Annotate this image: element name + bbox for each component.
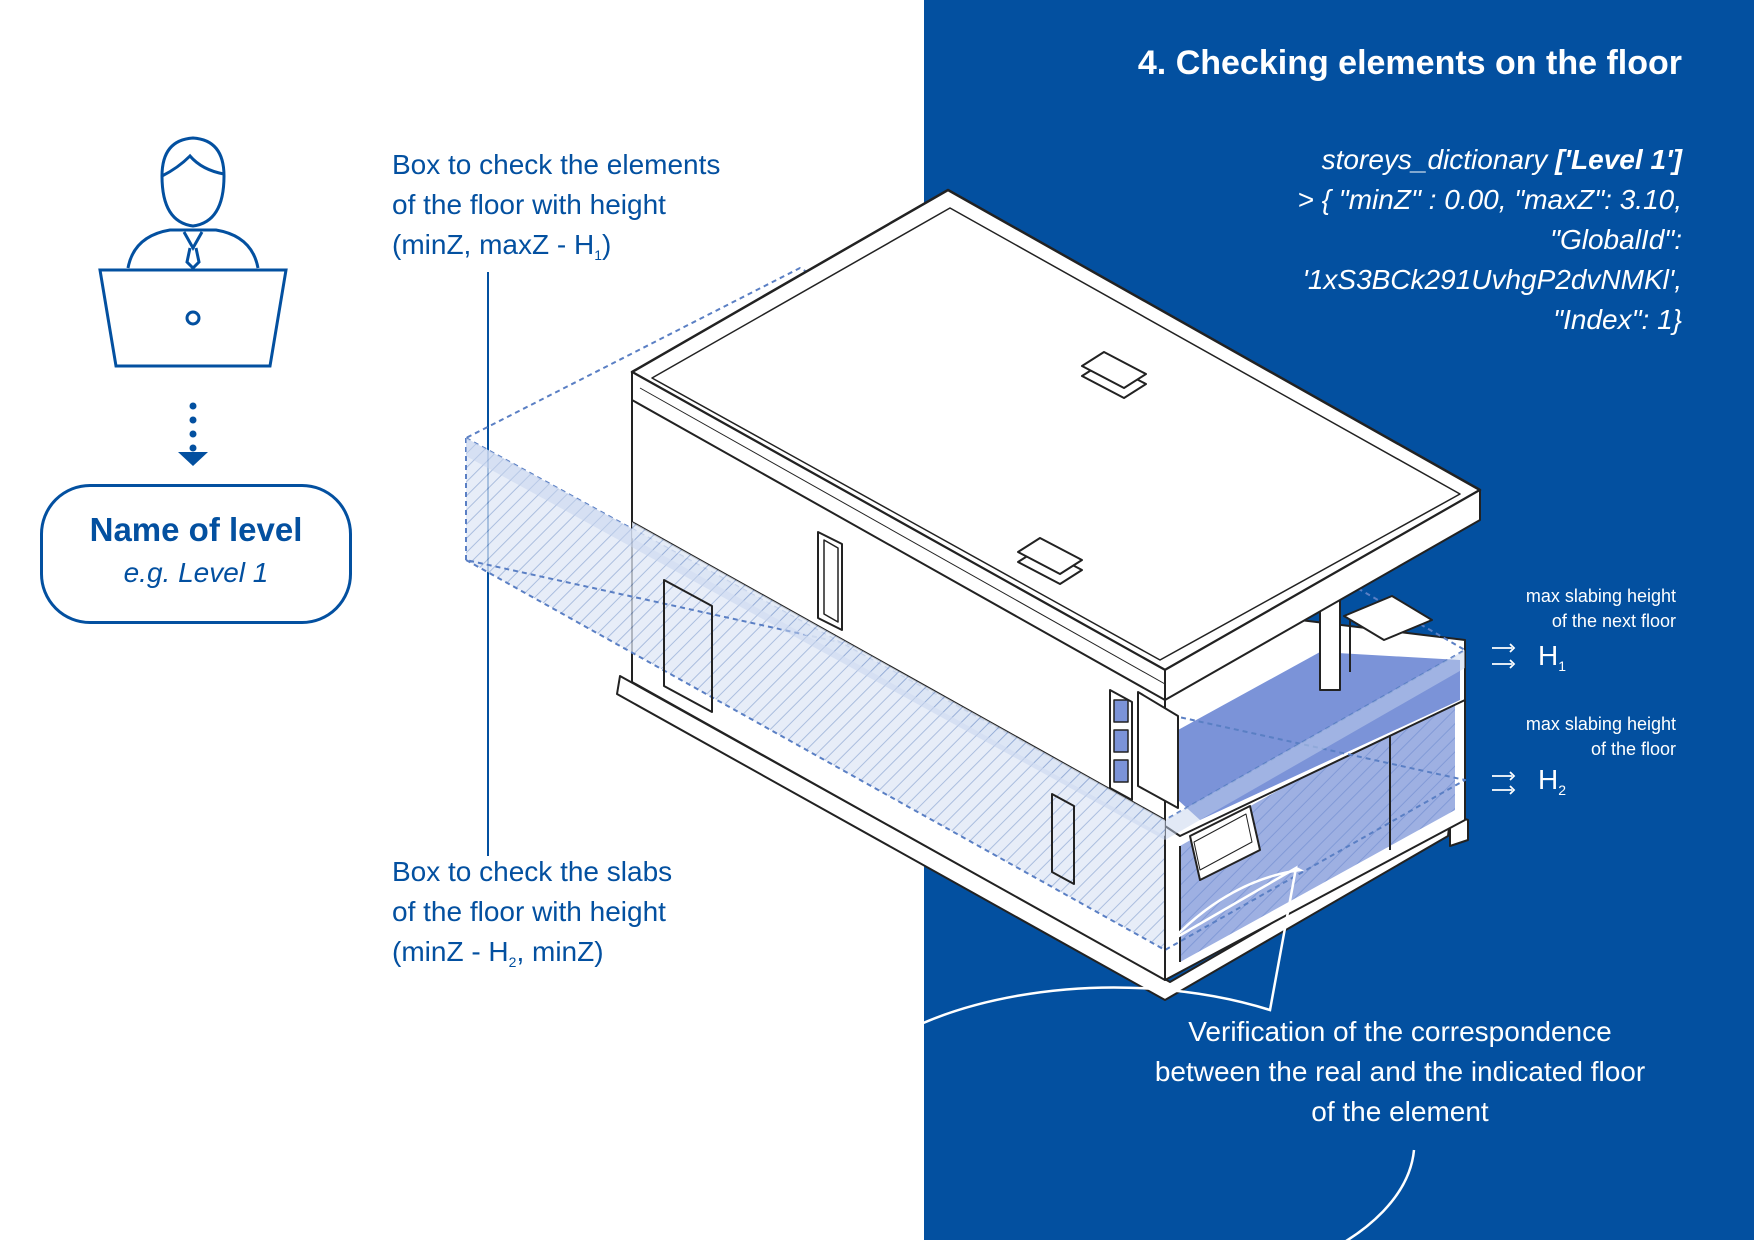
- h2-label: $H_2$: [1538, 764, 1567, 798]
- slabs-box-line-2: of the floor with height: [392, 896, 666, 927]
- code-dict-key: ['Level 1']: [1555, 144, 1682, 175]
- h-marker-arrows: [1492, 644, 1514, 794]
- elements-box-line-1: Box to check the elements: [392, 149, 721, 180]
- level-name-label: Name of level: [89, 511, 303, 548]
- arrow-down-icon: [178, 403, 208, 467]
- level-example: e.g. Level 1: [123, 557, 269, 588]
- h1-label: $H_1$: [1538, 640, 1567, 674]
- verification-text: Verification of the correspondence between the real and the indicated floor of the element: [1154, 1016, 1646, 1127]
- level-name-input-box: [40, 484, 352, 624]
- slabs-box-line-1: Box to check the slabs: [392, 856, 673, 887]
- slabs-box-line-3: ($\min Z - H_2$, minZ): [392, 936, 604, 970]
- code-line-3: "GlobalId":: [1550, 224, 1682, 255]
- elements-box-line-3: (minZ, maxZ - $H_1$): [392, 229, 612, 263]
- next-floor-label: max slabing height of the next floor: [1525, 586, 1676, 631]
- floor-label: max slabing height of the floor: [1525, 714, 1676, 759]
- code-line-5: "Index": 1}: [1553, 304, 1682, 335]
- code-line-4: '1xS3BCk291UvhgP2dvNMKl',: [1302, 264, 1682, 295]
- slabs-box-label: [392, 852, 672, 982]
- storeys-dictionary-code: [1298, 140, 1682, 340]
- code-dict-name: storeys_dictionary: [1321, 144, 1556, 175]
- page-title: 4. Checking elements on the floor: [1137, 44, 1682, 82]
- elements-box-line-2: of the floor with height: [392, 189, 666, 220]
- code-line-2: > { "minZ" : 0.00, "maxZ": 3.10,: [1297, 184, 1682, 215]
- user-at-laptop-icon: [100, 138, 286, 366]
- elements-box-label: [392, 145, 720, 275]
